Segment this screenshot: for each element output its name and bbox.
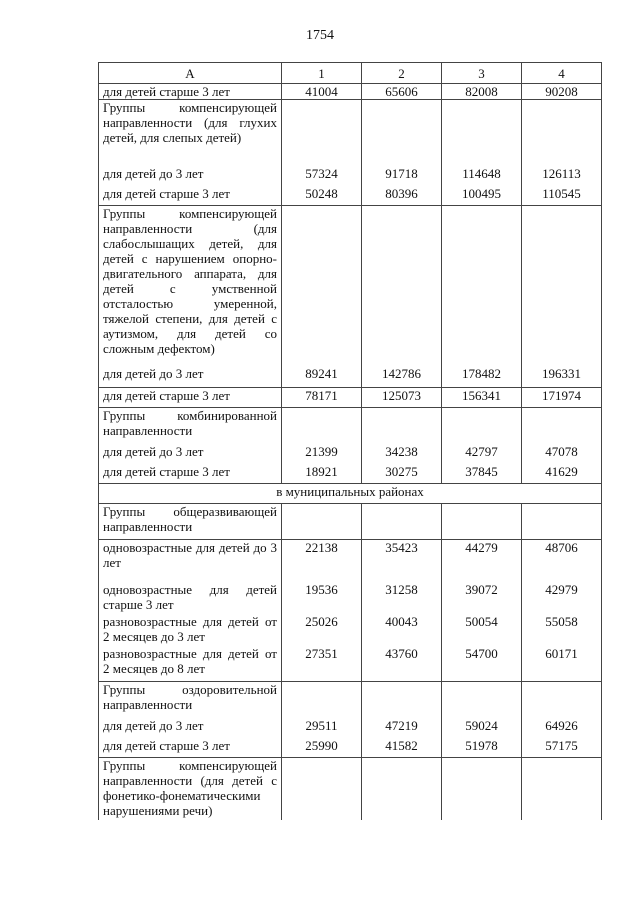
value-cell-col-3 [442, 206, 522, 366]
table-body [99, 84, 602, 820]
value-cell-col-4: 196331 [522, 366, 602, 388]
row-label: для детей старше 3 лет [99, 738, 282, 758]
value-cell-col-4: 60171 [522, 646, 602, 682]
value-cell-col-3: 44279 [442, 540, 522, 582]
section-row [99, 484, 602, 504]
row-label: Группы оздоровительной направленности [99, 682, 282, 718]
value-cell-col-2: 125073 [362, 388, 442, 408]
header-row [99, 63, 602, 84]
value-cell-col-1: 78171 [282, 388, 362, 408]
value-cell-col-4 [522, 100, 602, 166]
value-cell-col-1: 18921 [282, 464, 362, 484]
row-label: для детей до 3 лет [99, 718, 282, 738]
value-cell-col-2: 34238 [362, 444, 442, 464]
table-row [99, 388, 602, 408]
value-cell-col-1 [282, 100, 362, 166]
table-row [99, 408, 602, 444]
value-cell-col-4: 55058 [522, 614, 602, 646]
value-cell-col-2 [362, 408, 442, 444]
table-row [99, 504, 602, 540]
value-cell-col-1: 21399 [282, 444, 362, 464]
value-cell-col-3: 178482 [442, 366, 522, 388]
value-cell-col-3: 100495 [442, 186, 522, 206]
value-cell-col-1 [282, 758, 362, 820]
value-cell-col-3: 51978 [442, 738, 522, 758]
row-label: Группы комбинированной направленности [99, 408, 282, 444]
value-cell-col-1: 25990 [282, 738, 362, 758]
value-cell-col-3 [442, 758, 522, 820]
row-label: одновозрастные для детей старше 3 лет [99, 582, 282, 614]
value-cell-col-4: 110545 [522, 186, 602, 206]
value-cell-col-1 [282, 206, 362, 366]
table-row [99, 758, 602, 820]
table-row [99, 366, 602, 388]
value-cell-col-2 [362, 206, 442, 366]
value-cell-col-3: 156341 [442, 388, 522, 408]
row-label: одновозрастные для детей до 3 лет [99, 540, 282, 582]
value-cell-col-2: 40043 [362, 614, 442, 646]
header-col-a: А [99, 63, 282, 84]
table-header [99, 63, 602, 84]
header-col-3: 3 [442, 63, 522, 84]
value-cell-col-2: 47219 [362, 718, 442, 738]
value-cell-col-4: 64926 [522, 718, 602, 738]
value-cell-col-1: 57324 [282, 166, 362, 186]
table-row [99, 540, 602, 582]
value-cell-col-3: 39072 [442, 582, 522, 614]
value-cell-col-1: 25026 [282, 614, 362, 646]
section-title: в муниципальных районах [99, 484, 602, 504]
row-label: для детей старше 3 лет [99, 464, 282, 484]
table-row [99, 206, 602, 366]
row-label: Группы компенсирующей направленности (для слабослышащих детей, для детей с нарушением опорно-двигательного аппарата, для детей с умственной отсталостью умеренной, тяжелой степени, для детей с аутизмом, для детей со сложным дефектом) [99, 206, 282, 366]
value-cell-col-2: 91718 [362, 166, 442, 186]
value-cell-col-1: 89241 [282, 366, 362, 388]
table-row [99, 100, 602, 166]
row-label: для детей старше 3 лет [99, 84, 282, 100]
value-cell-col-3 [442, 682, 522, 718]
header-col-4: 4 [522, 63, 602, 84]
row-label: для детей до 3 лет [99, 444, 282, 464]
value-cell-col-4: 48706 [522, 540, 602, 582]
value-cell-col-2: 35423 [362, 540, 442, 582]
row-label: для детей до 3 лет [99, 366, 282, 388]
tariff-table [98, 62, 602, 820]
value-cell-col-2: 43760 [362, 646, 442, 682]
value-cell-col-3: 42797 [442, 444, 522, 464]
table-row [99, 682, 602, 718]
table-row [99, 646, 602, 682]
value-cell-col-4: 47078 [522, 444, 602, 464]
table-row [99, 166, 602, 186]
value-cell-col-1: 19536 [282, 582, 362, 614]
table-row [99, 582, 602, 614]
value-cell-col-2: 30275 [362, 464, 442, 484]
value-cell-col-1 [282, 682, 362, 718]
value-cell-col-3 [442, 504, 522, 540]
value-cell-col-2: 41582 [362, 738, 442, 758]
value-cell-col-2 [362, 758, 442, 820]
value-cell-col-1: 41004 [282, 84, 362, 100]
row-label: разновозрастные для детей от 2 месяцев до 3 лет [99, 614, 282, 646]
value-cell-col-3: 82008 [442, 84, 522, 100]
value-cell-col-4: 57175 [522, 738, 602, 758]
value-cell-col-1 [282, 408, 362, 444]
value-cell-col-4 [522, 682, 602, 718]
value-cell-col-1: 29511 [282, 718, 362, 738]
value-cell-col-2: 142786 [362, 366, 442, 388]
value-cell-col-1 [282, 504, 362, 540]
value-cell-col-3: 59024 [442, 718, 522, 738]
header-col-1: 1 [282, 63, 362, 84]
value-cell-col-2 [362, 682, 442, 718]
row-label: Группы общеразвивающей направленности [99, 504, 282, 540]
value-cell-col-4 [522, 758, 602, 820]
row-label: разновозрастные для детей от 2 месяцев до 8 лет [99, 646, 282, 682]
value-cell-col-3 [442, 100, 522, 166]
value-cell-col-4: 171974 [522, 388, 602, 408]
value-cell-col-4: 126113 [522, 166, 602, 186]
value-cell-col-3: 50054 [442, 614, 522, 646]
header-col-2: 2 [362, 63, 442, 84]
row-label: для детей старше 3 лет [99, 388, 282, 408]
table-row [99, 84, 602, 100]
table-row [99, 738, 602, 758]
value-cell-col-2: 65606 [362, 84, 442, 100]
value-cell-col-2: 31258 [362, 582, 442, 614]
table-row [99, 614, 602, 646]
value-cell-col-4 [522, 504, 602, 540]
value-cell-col-4: 41629 [522, 464, 602, 484]
value-cell-col-2 [362, 504, 442, 540]
value-cell-col-1: 27351 [282, 646, 362, 682]
row-label: для детей до 3 лет [99, 166, 282, 186]
page-number: 1754 [306, 28, 334, 43]
value-cell-col-2: 80396 [362, 186, 442, 206]
value-cell-col-3: 54700 [442, 646, 522, 682]
value-cell-col-4 [522, 408, 602, 444]
value-cell-col-3: 114648 [442, 166, 522, 186]
value-cell-col-4: 90208 [522, 84, 602, 100]
value-cell-col-3 [442, 408, 522, 444]
table-row [99, 186, 602, 206]
value-cell-col-1: 50248 [282, 186, 362, 206]
value-cell-col-1: 22138 [282, 540, 362, 582]
table-row [99, 444, 602, 464]
row-label: Группы компенсирующей направленности (для глухих детей, для слепых детей) [99, 100, 282, 166]
row-label: Группы компенсирующей направленности (для детей с фонетико-фонематическими нарушениями речи) [99, 758, 282, 820]
value-cell-col-4 [522, 206, 602, 366]
value-cell-col-4: 42979 [522, 582, 602, 614]
table-row [99, 464, 602, 484]
row-label: для детей старше 3 лет [99, 186, 282, 206]
value-cell-col-3: 37845 [442, 464, 522, 484]
value-cell-col-2 [362, 100, 442, 166]
table-row [99, 718, 602, 738]
